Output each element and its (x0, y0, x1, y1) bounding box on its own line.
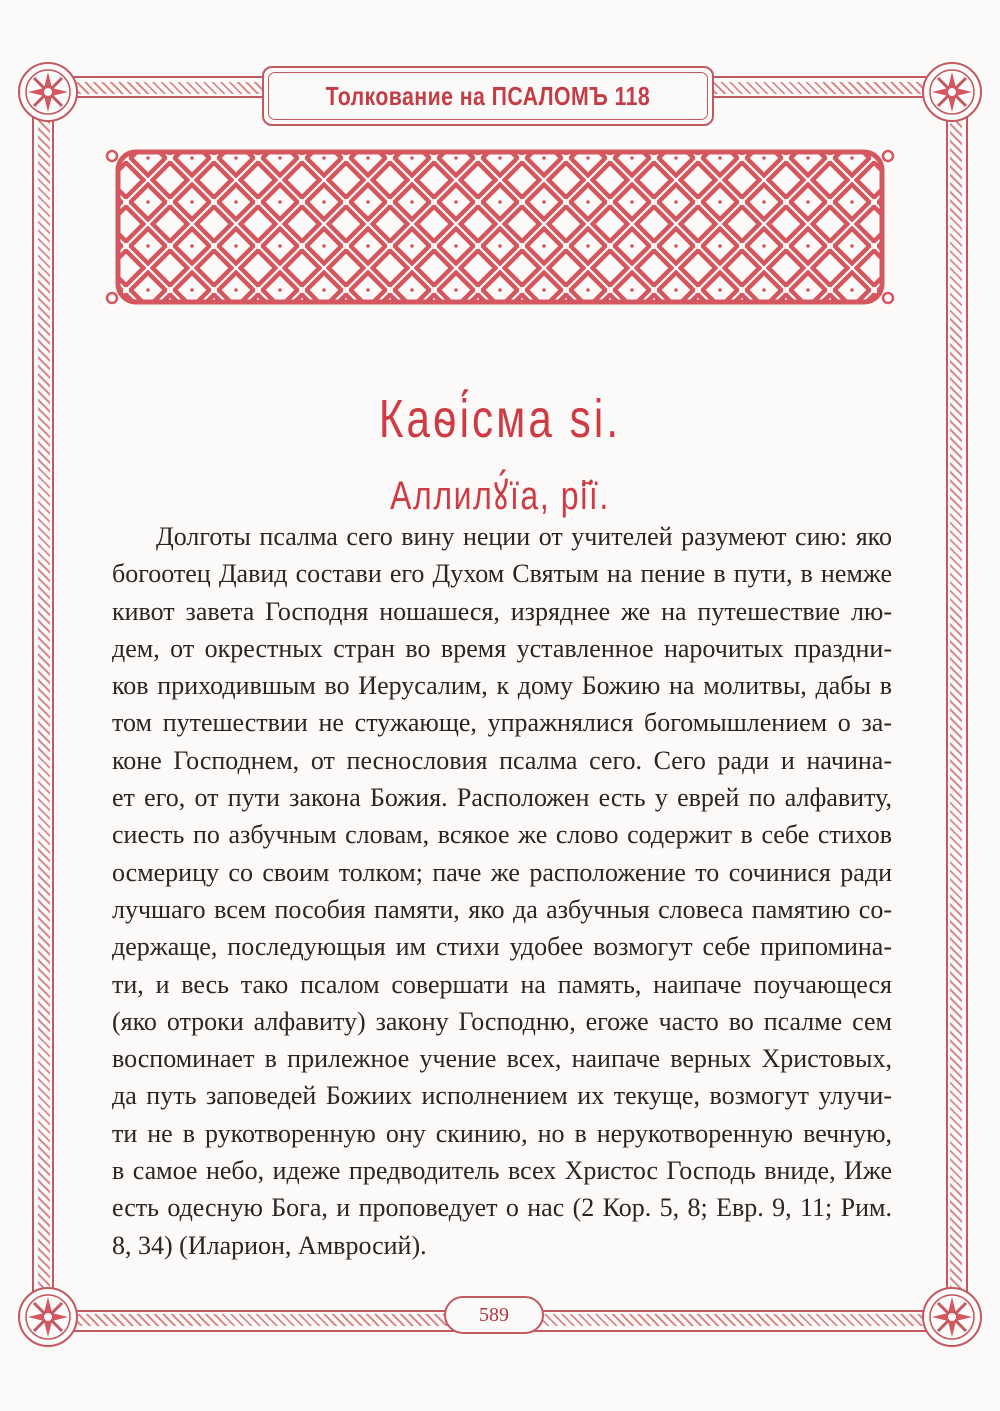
page-number: 589 (479, 1303, 509, 1326)
text-line: ти не в рукотворенную ону скинию, но в нерукотворенную вечную, (112, 1118, 892, 1148)
text-line: сиесть по азбучным словам, всякое же слово содержит в себе стихов (112, 820, 892, 850)
text-line: есть одесную Бога, и проповедует о нас (2 Кор. 5, 8; Евр. 9, 11; Рим. (112, 1193, 892, 1223)
text-line: воспоминает в прилежное учение всех, наипаче верных Христовых, (112, 1044, 892, 1074)
text-line: осмерицу со своим толком; паче же расположение то сочинися ради (112, 857, 892, 887)
kathisma-title: Каѳі́сма ѕі. (378, 389, 622, 449)
running-header-title: Толкование на ПСАЛОМЪ 118 (325, 80, 651, 111)
corner-rosette-icon (920, 1285, 984, 1349)
text-line: в самое небо, идеже предводитель всех Христос Господь вниде, Иже (112, 1156, 892, 1186)
text-line: богоотец Давид состави его Духом Святым на пение в пути, в немже (112, 559, 892, 589)
text-line: держаще, последующыя им стихи удобее возмогут себе припомина- (112, 932, 892, 962)
text-line: Долготы псалма сего вину неции от учителей разумеют сию: яко (156, 522, 892, 551)
commentary-text (112, 518, 892, 1264)
page-number-badge (444, 1296, 544, 1334)
text-line: ти, и весь тако псалом совершати на память, наипаче поучающеся (112, 969, 892, 999)
corner-rosette-icon (920, 60, 984, 124)
interlace-ornament-icon (104, 136, 896, 318)
text-line: ков приходившым во Иерусалим, к дому Божию на молитвы, дабы в (112, 671, 892, 701)
text-line: дем, от окрестных стран во время уставленное нарочитых праздни- (112, 633, 892, 663)
text-line: том путешествии не стужающе, упражнялися богомышлением о за- (112, 708, 892, 738)
text-line: коне Господнем, от песнословия псалма сего. Сего ради и начина- (112, 745, 892, 775)
text-line: кивот завета Господня ношашеся, изряднее же на путешествие лю- (112, 596, 892, 626)
corner-rosette-icon (16, 60, 80, 124)
text-line: да путь заповедей Божиих исполнением их текуще, возмогут улучи- (112, 1081, 892, 1111)
text-line: ет его, от пути закона Божия. Расположен есть у еврей по алфавиту, (112, 783, 892, 813)
alleluia-subtitle: Аллилꙋ́їа, рі҃ї. (390, 474, 610, 518)
corner-rosette-icon (16, 1285, 80, 1349)
running-header (262, 66, 714, 126)
text-line: 8, 34) (Иларион, Амвросий). (112, 1230, 427, 1260)
text-line: (яко отроки алфавиту) закону Господню, егоже часто во псалме сем (112, 1006, 892, 1036)
text-line: лучшаго всем пособия памяти, яко да азбучныя словеса памятию со- (112, 894, 892, 924)
